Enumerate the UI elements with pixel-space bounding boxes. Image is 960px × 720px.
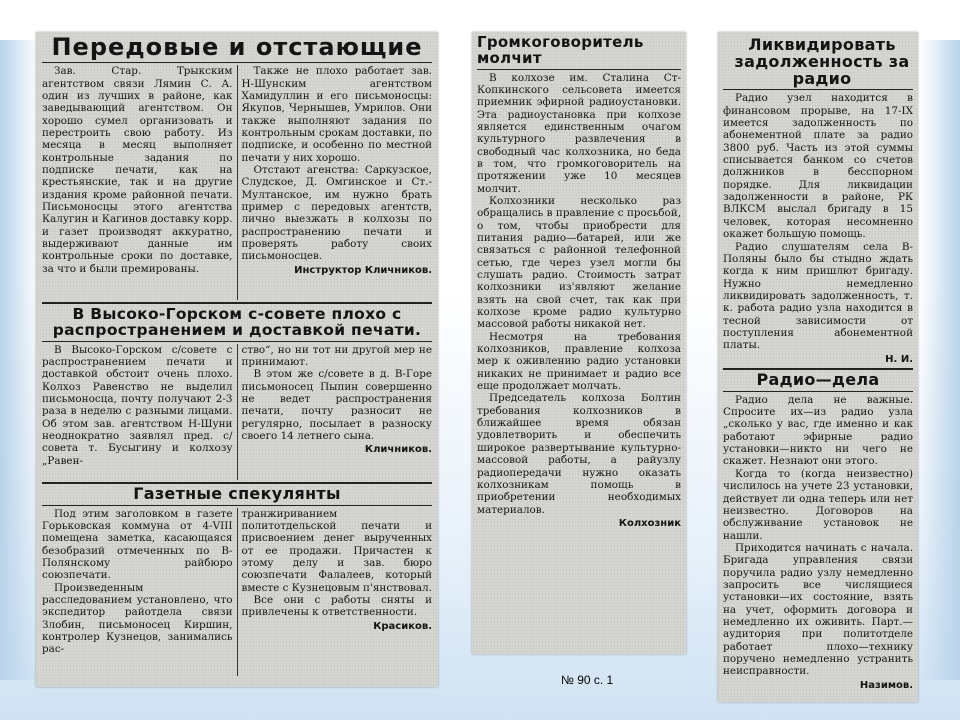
page-glow-right [920, 40, 960, 680]
article-column [42, 508, 233, 676]
column-divider [237, 508, 238, 676]
divider [42, 62, 432, 63]
article-signature: Красиков. [373, 620, 432, 632]
article-paragraph: Когда то (когда неизвестно) числилось на учете 23 установки, действует ли одна теперь или нет неизвестно. Договоров на обслуживание установок не нашли. [723, 467, 913, 542]
article-column [242, 508, 433, 676]
clipping-right [718, 32, 918, 702]
headline-vysoko-gorsky: В Высоко-Горском с-совете плохо с распространением и доставкой печати. [52, 305, 422, 340]
article-paragraph: Под этим заголовком в газете Горьковская коммуна от 4-VIII помещена заметка, касающаяся безобразий отмеченных по В-Полянскому райбюро союзпечати. [42, 507, 233, 582]
article-paragraph: Приходится начинать с начала. Бригада управления связи поручила радио узлу немедленно запросить все числящиеся установки—их состояние, взять на учет, оформить договора и немедленно их оживить. Парт.—аудитория при политотделе работает плохо—технику поручено немедленно устранить неисправности. [723, 541, 913, 678]
article-gazetnye-spekulyanty [42, 508, 432, 676]
column-divider [237, 344, 238, 480]
article-paragraph: Радио слушателям села В-Поляны было бы стыдно ждать когда к ним пришлют бригаду. Нужно немедленно ликвидировать задолженность, т. к. работа радио узла находится в тесной зависимости от поступления абонементной платы. [723, 240, 913, 352]
article-column [42, 344, 233, 480]
divider [42, 302, 432, 304]
article-paragraph: Председатель колхоза Болтин требования колхозников в ближайшее время обязан удовлетворить и обеспечить широкое развертывание культурно-массовой работы, а райузлу радиопередачи нужно оказать колхозникам помощь в приобретении необходимых материалов. [477, 392, 681, 516]
headline-gazetnye-spekulyanty: Газетные спекулянты [133, 483, 341, 503]
headline-gromkogovoritel: Громкоговоритель молчит [477, 33, 644, 67]
article-signature: Колхозник [618, 517, 681, 529]
divider [723, 89, 913, 90]
article-paragraph: Колхозники несколько раз обращались в правление с просьбой, о том, чтобы приобрести для питания радио—батарей, или же связаться с районной телефонной сетью, где через узел могли бы слушать радио. Стоимость затрат колхозники из'являют желание взять на свой счет, так как при колхозе кроме радио культурно массовой работы никакой нет. [477, 194, 681, 331]
page-caption: № 90 с. 1 [561, 673, 614, 687]
clipping-middle [472, 32, 686, 654]
divider [42, 505, 432, 506]
divider [477, 69, 681, 70]
article-paragraph: В Высоко-Горском с/совете с распространением печати и доставкой обстоит очень плохо. Колхоз Равенство не выделил письмоносца, почту получают 2-3 раза в неделю с разными лицами. Об этом зав. агентством Н-Шуни неоднократно заявлял пред. с/совета т. Бусыгину и колхозу „Равен- [42, 343, 233, 467]
article-signature: Кличников. [364, 444, 432, 456]
headline-radio-dela: Радио—дела [756, 369, 880, 389]
article-gromkogovoritel [477, 72, 681, 531]
article-paragraph: Радио дела не важные. Спросите их—из радио узла „сколько у вас, где именно и как работают эфирные радио установки—никто ни чего не скажет. Незнают они этого. [723, 393, 913, 468]
article-signature: Назимов. [859, 679, 913, 691]
clipping-left [36, 32, 438, 687]
article-signature: Инструктор Кличников. [294, 264, 432, 276]
article-paragraph: В колхозе им. Сталина Ст-Копкинского сельсовета имеется приемник эфирной радиоустановки. Эта радиоустановка при колхозе является единственным очагом культурного развлечения в свободный час колхозника, но беда в том, что громкоговоритель на протяжении уже 10 месяцев молчит. [477, 71, 681, 195]
article-signature: Н. И. [885, 353, 913, 365]
headline-likvidirovat: Ликвидировать задолженность за радио [734, 35, 910, 88]
article-column [42, 65, 233, 300]
article-paragraph: Произведенным расследованием установлено, что экспедитор райотдела связи Злобин, письмоносец Киршин, контролер Кузнецов, занимались рас- [42, 581, 233, 656]
article-paragraph: транжириванием политотдельской печати и присвоением денег вырученных от ее продажи. Причастен к этому делу и зав. бюро союзпечати Фалалеев, который вместе с Кузнецовым п'янствовал. [241, 507, 432, 594]
article-vysoko-gorsky [42, 344, 432, 480]
article-paragraph: В этом же с/совете в д. В-Горе письмоносец Пыпин совершенно не ведет распространения печати, почту разносит не регулярно, посылает в разноску своего 14 летнего сына. [241, 368, 432, 443]
article-paragraph: Все они с работы сняты и привлечены к ответственности. [241, 593, 432, 619]
article-peredovye [42, 65, 432, 300]
article-column [242, 65, 433, 300]
divider [42, 341, 432, 342]
article-paragraph: Несмотря на требования колхозников, правление колхоза мер к оживлению радио установки никаких не принимает и радио все еще продолжает молчать. [477, 330, 681, 393]
article-likvidirovat [723, 92, 913, 366]
article-paragraph: ство“, но ни тот ни другой мер не принимают. [241, 343, 432, 369]
article-radio-dela [723, 394, 913, 692]
column-divider [237, 65, 238, 300]
divider [723, 391, 913, 392]
article-paragraph: Также не плохо работает зав. Н-Шунским агентством Хамидуллин и его письмоносцы: Якупов, Чернышев, Умрилов. Они также выполняют задания по контрольным срокам доставки, по подписке, и особенно по местной печати у них хорошо. [241, 65, 432, 164]
page-glow-left [0, 40, 40, 680]
article-paragraph: Отстают агенства: Саркузское, Слудское, Д. Омгинское и Ст.-Мултанское, им нужно брать пример с передовых агентств, лично выезжать в колхозы по распространению печати и проверять работу своих письмоносцев. [241, 163, 432, 263]
article-column [242, 344, 433, 480]
article-paragraph: Радио узел находится в финансовом прорыве, на 17-IX имеется задолженность по абонементной плате за радио 3800 руб. Часть из этой суммы списывается банком со счетов должников в бесспорном порядке. Для ликвидации задолженности в районе, РК ВЛКСМ выслал бригаду в 15 человек, которая несомненно окажет большую помощь. [723, 92, 913, 241]
article-paragraph: Зав. Стар. Трыкским агентством связи Лямин С. А. один из лучших в районе, как заведывающий агентством. Он хорошо сумел организовать и перестроить свою работу. Из месяца в месяц выполняет контрольные задания по подписке печати, как на крестьянские, так и на другие издания кроме районной печати. Письмоносцы этого агентства Калугин и Кагинов доставку корр. и газет производят аккуратно, выдерживают данные им контрольные сроки по доставке, за что и были премированы. [42, 65, 233, 275]
headline-peredovye: Передовые и отстающие [51, 33, 423, 61]
